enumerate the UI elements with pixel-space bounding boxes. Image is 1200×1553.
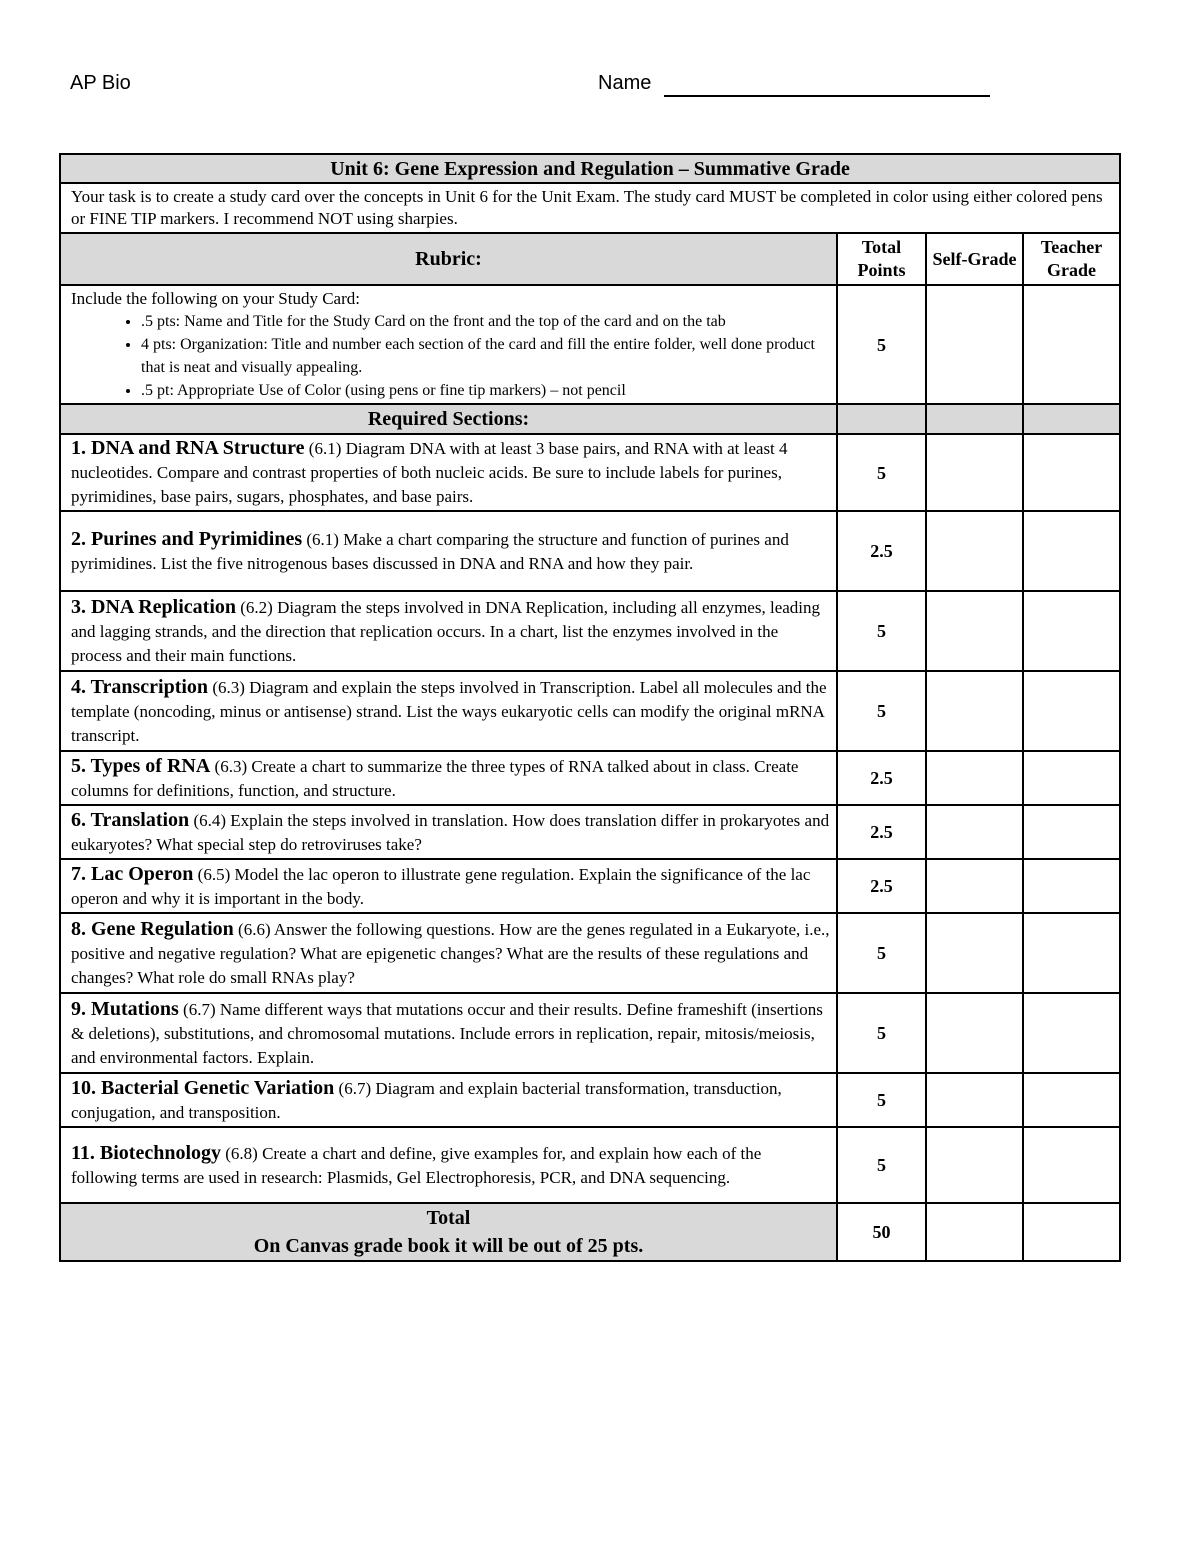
- teacher-grade-cell[interactable]: [1023, 1127, 1120, 1203]
- include-list: [71, 310, 830, 402]
- points-cell: 2.5: [837, 751, 926, 805]
- total-label: Total: [426, 1207, 471, 1229]
- section-title: 2. Purines and Pyrimidines: [71, 527, 303, 550]
- section-description: [60, 1127, 837, 1203]
- shaded-cell: [1023, 404, 1120, 434]
- section-title: 6. Translation: [71, 808, 190, 831]
- self-grade-cell[interactable]: [926, 1073, 1023, 1127]
- total-cell: [60, 1203, 837, 1261]
- points-cell: 5: [837, 285, 926, 404]
- section-title: 8. Gene Regulation: [71, 917, 234, 940]
- table-row: [60, 511, 1120, 591]
- page-header: [70, 72, 1000, 102]
- section-description: [60, 859, 837, 913]
- name-label: Name: [598, 72, 652, 94]
- points-cell: 2.5: [837, 805, 926, 859]
- section-title: 11. Biotechnology: [71, 1141, 222, 1164]
- self-grade-cell[interactable]: [926, 993, 1023, 1073]
- column-header-rubric: Rubric:: [60, 233, 837, 285]
- section-text: (6.6) Answer the following questions. How are the genes regulated in a Eukaryote, i.e., positive and negative regulation? What are epigenetic changes? What are the results of these regulations and changes? What role do small RNAs play?: [71, 919, 830, 987]
- table-title: Unit 6: Gene Expression and Regulation – Summative Grade: [60, 154, 1120, 183]
- self-grade-total-cell[interactable]: [926, 1203, 1023, 1261]
- section-description: [60, 671, 837, 751]
- list-item: • .5 pt: Appropriate Use of Color (using pens or fine tip markers) – not pencil: [141, 379, 830, 402]
- section-text: (6.3) Diagram and explain the steps involved in Transcription. Label all molecules and the template (noncoding, minus or antisense) strand. List the ways eukaryotic cells can modify the original mRNA transcript.: [71, 677, 827, 745]
- section-text: (6.1) Diagram DNA with at least 3 base pairs, and RNA with at least 4 nucleotides. Compare and contrast properties of both nucleic acids. Be sure to include labels for purines, pyrimidines, base pairs, sugars, phosphates, and base pairs.: [71, 439, 788, 506]
- teacher-grade-cell[interactable]: [1023, 671, 1120, 751]
- section-description: [60, 993, 837, 1073]
- section-description: [60, 511, 837, 591]
- teacher-grade-total-cell[interactable]: [1023, 1203, 1120, 1261]
- section-text: (6.2) Diagram the steps involved in DNA Replication, including all enzymes, leading and lagging strands, and the direction that replication occurs. In a chart, list the enzymes involved in the process and their main functions.: [71, 597, 821, 665]
- task-instructions: Your task is to create a study card over the concepts in Unit 6 for the Unit Exam. The study card MUST be completed in color using either colored pens or FINE TIP markers. I recommend NOT using sharpies.: [60, 183, 1120, 233]
- section-text: (6.7) Diagram and explain bacterial transformation, transduction, conjugation, and transposition.: [71, 1078, 782, 1122]
- teacher-grade-cell[interactable]: [1023, 511, 1120, 591]
- table-row: [60, 993, 1120, 1073]
- table-row: [60, 434, 1120, 511]
- points-cell: 5: [837, 591, 926, 671]
- teacher-grade-cell[interactable]: [1023, 859, 1120, 913]
- section-description: [60, 805, 837, 859]
- course-label: AP Bio: [70, 72, 131, 94]
- self-grade-cell[interactable]: [926, 511, 1023, 591]
- total-note: On Canvas grade book it will be out of 25 pts.: [253, 1235, 644, 1257]
- table-row: [60, 1127, 1120, 1203]
- section-title: 10. Bacterial Genetic Variation: [71, 1076, 335, 1099]
- self-grade-cell[interactable]: [926, 751, 1023, 805]
- section-title: 4. Transcription: [71, 675, 209, 698]
- column-header-total-points: Total Points: [837, 233, 926, 285]
- section-title: 3. DNA Replication: [71, 595, 236, 618]
- table-row: [60, 285, 1120, 404]
- shaded-cell: [926, 404, 1023, 434]
- section-text: (6.1) Make a chart comparing the structure and function of purines and pyrimidines. List the five nitrogenous bases discussed in DNA and RNA and how they pair.: [71, 529, 789, 573]
- section-description: [60, 1073, 837, 1127]
- column-header-teacher-grade: Teacher Grade: [1023, 233, 1120, 285]
- self-grade-cell[interactable]: [926, 285, 1023, 404]
- table-row: [60, 671, 1120, 751]
- list-item: • .5 pts: Name and Title for the Study Card on the front and the top of the card and on the tab: [141, 310, 830, 333]
- points-cell: 2.5: [837, 859, 926, 913]
- points-cell: 2.5: [837, 511, 926, 591]
- list-item: • 4 pts: Organization: Title and number each section of the card and fill the entire folder, well done product that is neat and visually appealing.: [141, 333, 830, 379]
- self-grade-cell[interactable]: [926, 671, 1023, 751]
- section-title: 1. DNA and RNA Structure: [71, 437, 305, 459]
- self-grade-cell[interactable]: [926, 591, 1023, 671]
- section-text: (6.3) Create a chart to summarize the three types of RNA talked about in class. Create columns for definitions, function, and structure.: [71, 756, 799, 800]
- teacher-grade-cell[interactable]: [1023, 805, 1120, 859]
- table-row: [60, 1073, 1120, 1127]
- include-requirements: [60, 285, 837, 404]
- teacher-grade-cell[interactable]: [1023, 993, 1120, 1073]
- section-title: 9. Mutations: [71, 997, 179, 1020]
- name-blank-line[interactable]: [664, 95, 990, 97]
- table-row: [60, 859, 1120, 913]
- section-text: (6.7) Name different ways that mutations occur and their results. Define frameshift (insertions & deletions), substitutions, and chromosomal mutations. Include errors in replication, repair, mitosis/meiosis, and environmental factors. Explain.: [71, 999, 823, 1067]
- total-points-cell: 50: [837, 1203, 926, 1261]
- points-cell: 5: [837, 1127, 926, 1203]
- required-sections-heading: Required Sections:: [60, 404, 837, 434]
- teacher-grade-cell[interactable]: [1023, 285, 1120, 404]
- self-grade-cell[interactable]: [926, 434, 1023, 511]
- self-grade-cell[interactable]: [926, 913, 1023, 993]
- teacher-grade-cell[interactable]: [1023, 751, 1120, 805]
- section-description: [60, 913, 837, 993]
- points-cell: 5: [837, 1073, 926, 1127]
- section-description: [60, 434, 837, 511]
- self-grade-cell[interactable]: [926, 805, 1023, 859]
- points-cell: 5: [837, 434, 926, 511]
- points-cell: 5: [837, 993, 926, 1073]
- table-row: [60, 751, 1120, 805]
- self-grade-cell[interactable]: [926, 859, 1023, 913]
- points-cell: 5: [837, 913, 926, 993]
- section-description: [60, 751, 837, 805]
- teacher-grade-cell[interactable]: [1023, 913, 1120, 993]
- points-cell: 5: [837, 671, 926, 751]
- section-text: (6.8) Create a chart and define, give examples for, and explain how each of the following terms are used in research: Plasmids, Gel Electrophoresis, PCR, and DNA sequencing.: [71, 1143, 762, 1187]
- shaded-cell: [837, 404, 926, 434]
- teacher-grade-cell[interactable]: [1023, 591, 1120, 671]
- table-row: [60, 805, 1120, 859]
- teacher-grade-cell[interactable]: [1023, 434, 1120, 511]
- section-title: 5. Types of RNA: [71, 754, 211, 777]
- section-description: [60, 591, 837, 671]
- table-row: [60, 591, 1120, 671]
- section-text: (6.4) Explain the steps involved in translation. How does translation differ in prokaryotes and eukaryotes? What special step do retroviruses take?: [71, 810, 830, 854]
- rubric-table: [59, 153, 1121, 1262]
- include-intro: Include the following on your Study Card:: [71, 289, 360, 308]
- section-text: (6.5) Model the lac operon to illustrate gene regulation. Explain the significance of the lac operon and why it is important in the body.: [71, 864, 811, 908]
- table-row: [60, 913, 1120, 993]
- table-row: [60, 1203, 1120, 1261]
- column-header-self-grade: Self-Grade: [926, 233, 1023, 285]
- self-grade-cell[interactable]: [926, 1127, 1023, 1203]
- section-title: 7. Lac Operon: [71, 862, 194, 885]
- teacher-grade-cell[interactable]: [1023, 1073, 1120, 1127]
